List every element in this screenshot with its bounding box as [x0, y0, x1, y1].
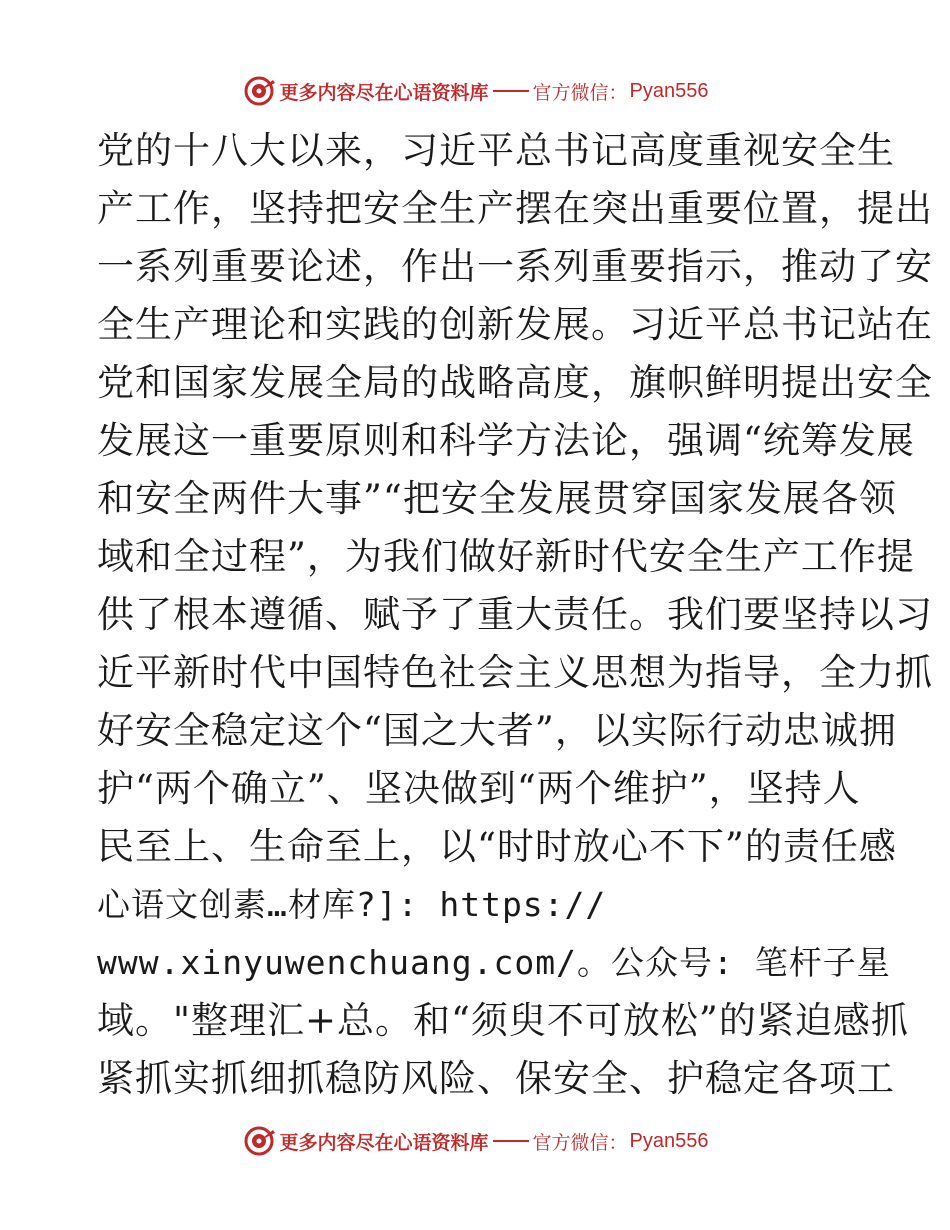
body-line: 心语文创素…材库?]: https://: [97, 885, 607, 924]
banner-wechat-label: 官方微信：: [532, 1131, 628, 1154]
body-line: 发展这一重要原则和科学方法论，强调“统筹发展: [97, 419, 915, 462]
body-line: 党和国家发展全局的战略高度，旗帜鲜明提出安全: [97, 361, 933, 404]
body-line: 党的十八大以来，习近平总书记高度重视安全生: [97, 129, 895, 172]
banner-wechat-label: 官方微信：: [532, 81, 628, 104]
body-line: 域。"整理汇+总。和“须臾不可放松”的紧迫感抓: [97, 999, 909, 1042]
body-line: www.xinyuwenchuang.com/。公众号: 笔杆子星: [97, 943, 891, 982]
pen-nib-logo-icon: [242, 1124, 276, 1158]
banner-site-name: 更多内容尽在心语资料库: [279, 1131, 489, 1154]
pen-nib-logo-icon: [242, 74, 276, 108]
body-line: 紧抓实抓细抓稳防风险、保安全、护稳定各项工: [97, 1057, 895, 1100]
body-line: 民至上、生命至上，以“时时放心不下”的责任感: [97, 825, 897, 868]
body-line: 好安全稳定这个“国之大者”，以实际行动忠诚拥: [97, 709, 897, 752]
body-line: 全生产理论和实践的创新发展。习近平总书记站在: [97, 303, 933, 346]
body-line: 和安全两件大事”“把安全发展贯穿国家发展各领: [97, 477, 897, 520]
document-body: [97, 122, 933, 1108]
banner-wechat-id: Pyan556: [629, 1129, 709, 1152]
header-banner: [0, 73, 950, 109]
body-line: 护“两个确立”、坚决做到“两个维护”，坚持人: [97, 767, 861, 810]
banner-site-name: 更多内容尽在心语资料库: [279, 81, 489, 104]
body-line: 域和全过程”，为我们做好新时代安全生产工作提: [97, 535, 915, 578]
body-line: 产工作，坚持把安全生产摆在突出重要位置，提出: [97, 187, 933, 230]
banner-dash-divider: [493, 90, 529, 92]
banner-wechat-id: Pyan556: [629, 79, 709, 102]
banner-dash-divider: [493, 1140, 529, 1142]
footer-banner: [0, 1123, 950, 1159]
body-line: 一系列重要论述，作出一系列重要指示，推动了安: [97, 245, 933, 288]
body-line: 近平新时代中国特色社会主义思想为指导，全力抓: [97, 651, 933, 694]
body-line: 供了根本遵循、赋予了重大责任。我们要坚持以习: [97, 593, 933, 636]
